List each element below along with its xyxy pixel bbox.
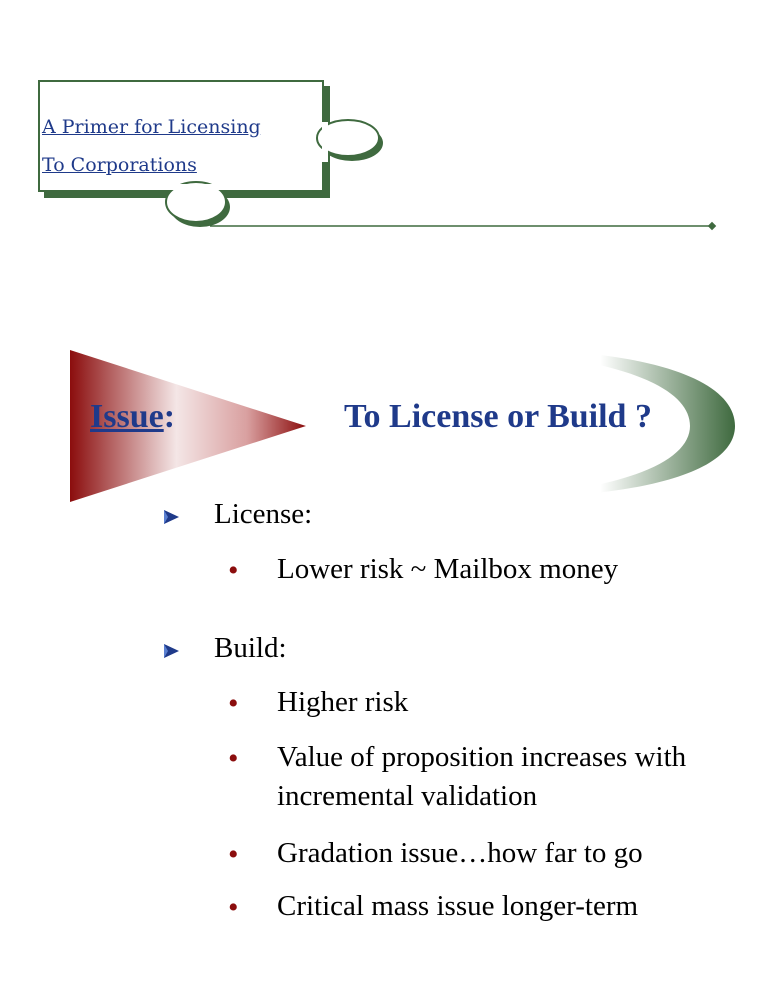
build-item-4: Critical mass issue longer-term bbox=[277, 890, 639, 922]
issue-label bbox=[90, 398, 175, 436]
bullet-dot-icon: • bbox=[228, 838, 239, 871]
build-item-1: Higher risk bbox=[277, 686, 409, 718]
arrow-bullet-icon bbox=[162, 643, 180, 659]
header-line-2: To Corporations bbox=[42, 154, 197, 176]
divider-diamond bbox=[708, 222, 716, 230]
bullet-dot-icon: • bbox=[228, 554, 239, 587]
issue-word: Issue bbox=[90, 398, 164, 435]
license-item-1: Lower risk ~ Mailbox money bbox=[277, 553, 619, 585]
issue-colon: : bbox=[163, 398, 176, 435]
header-title bbox=[42, 108, 342, 184]
bullet-dot-icon: • bbox=[228, 891, 239, 924]
arrow-bullet-icon bbox=[162, 509, 180, 525]
bullet-dot-icon: • bbox=[228, 742, 239, 775]
license-heading: License: bbox=[214, 498, 313, 530]
issue-question bbox=[344, 398, 652, 436]
build-heading: Build: bbox=[214, 632, 287, 664]
build-item-3: Gradation issue…how far to go bbox=[277, 837, 643, 869]
issue-question-text: To License or Build bbox=[344, 398, 627, 435]
header-line-1: A Primer for Licensing bbox=[42, 116, 261, 138]
bullet-dot-icon: • bbox=[228, 687, 239, 720]
issue-question-mark: ? bbox=[634, 398, 652, 435]
build-item-2: Value of proposition increases with incremental validation bbox=[277, 741, 687, 812]
